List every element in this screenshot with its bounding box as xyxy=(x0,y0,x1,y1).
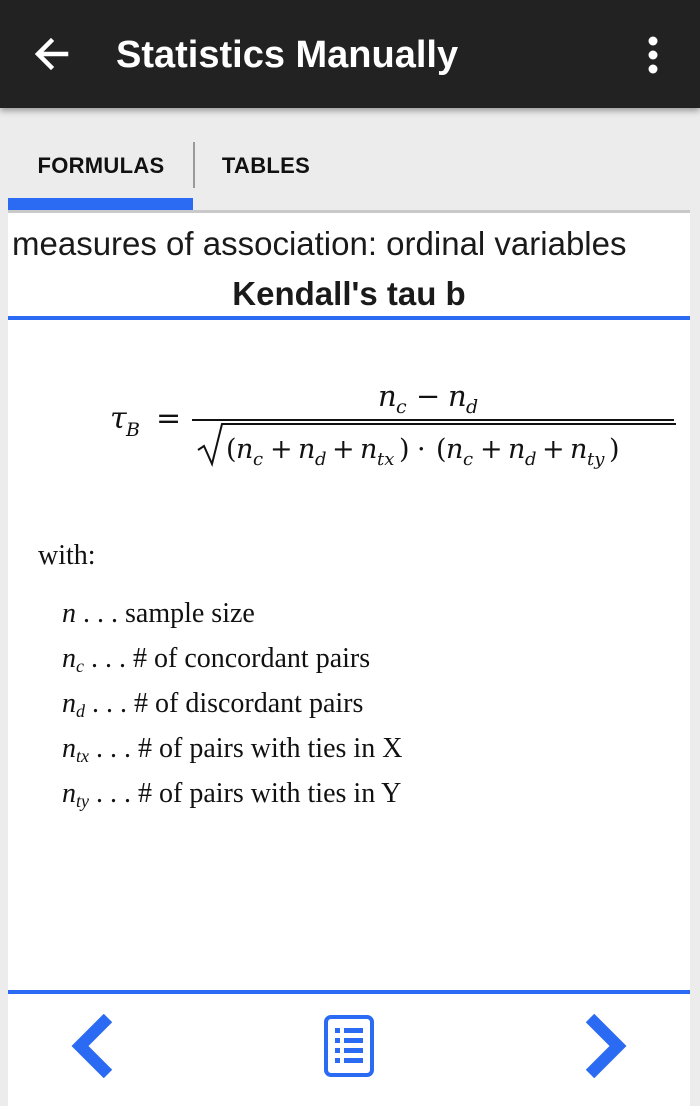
definition-subscript: ty xyxy=(76,791,89,811)
chevron-left-icon xyxy=(68,1014,118,1078)
definition-subscript: tx xyxy=(76,746,89,766)
bottom-divider xyxy=(8,990,690,994)
den1-n-tx: n xyxy=(360,434,378,465)
den1-n-d: n xyxy=(298,434,316,465)
panel-top-border xyxy=(8,210,690,213)
tab-divider xyxy=(193,142,195,188)
next-formula-button[interactable] xyxy=(570,1010,640,1082)
back-button[interactable] xyxy=(22,26,82,82)
den1-n-c: n xyxy=(236,434,254,465)
definition-symbol: n xyxy=(62,598,76,629)
definition-symbol: n xyxy=(62,733,76,764)
top-divider xyxy=(8,316,690,320)
definition-row xyxy=(62,684,662,729)
numerator-n-c: n xyxy=(378,379,397,413)
den2-sub-d: d xyxy=(525,449,537,470)
app-title: Statistics Manually xyxy=(116,34,459,76)
definition-subscript: d xyxy=(76,701,85,721)
definition-row xyxy=(62,729,662,774)
numerator-sub-d: d xyxy=(466,396,479,418)
kendall-tau-b-formula xyxy=(110,376,680,476)
topic-subtitle: measures of association: ordinal variables xyxy=(12,225,627,262)
symbol-definitions xyxy=(62,594,662,819)
lhs-symbol: τ xyxy=(110,401,127,436)
den1-sub-d: d xyxy=(315,449,327,470)
definition-symbol: n xyxy=(62,643,76,674)
numerator-n-d: n xyxy=(448,379,467,413)
den2-n-c: n xyxy=(446,434,464,465)
den1-open-paren: ( xyxy=(226,434,237,465)
definition-subscript: c xyxy=(76,656,84,676)
list-document-icon xyxy=(323,1014,375,1078)
numerator-sub-c: c xyxy=(396,396,407,418)
den1-plus-1: + xyxy=(270,434,293,465)
den1-sub-c: c xyxy=(253,449,264,470)
den2-n-ty: n xyxy=(570,434,588,465)
overflow-menu-button[interactable] xyxy=(628,30,678,80)
definition-row xyxy=(62,774,662,819)
den2-plus-2: + xyxy=(542,434,565,465)
with-label: with: xyxy=(38,540,96,571)
formula-index-button[interactable] xyxy=(314,1010,384,1082)
definition-text: . . . # of concordant pairs xyxy=(91,643,371,674)
lhs-subscript: B xyxy=(126,419,140,441)
den1-close-paren: ) xyxy=(399,434,410,465)
den1-sub-tx: tx xyxy=(377,449,395,470)
definition-text: . . . # of pairs with ties in X xyxy=(96,733,403,764)
app-bar xyxy=(0,0,700,108)
den-dot: · xyxy=(417,434,426,465)
definition-text: . . . # of discordant pairs xyxy=(92,688,364,719)
more-vert-icon xyxy=(646,35,660,75)
definition-symbol: n xyxy=(62,688,76,719)
fraction-bar xyxy=(192,419,674,421)
den2-sub-c: c xyxy=(463,449,474,470)
den2-n-d: n xyxy=(508,434,526,465)
tab-tables[interactable] xyxy=(196,146,336,216)
tab-tables-label: TABLES xyxy=(221,153,311,178)
definition-symbol: n xyxy=(62,778,76,809)
chevron-right-icon xyxy=(580,1014,630,1078)
formula-heading: Kendall's tau b xyxy=(232,275,466,312)
den2-close-paren: ) xyxy=(609,434,620,465)
definition-row xyxy=(62,639,662,684)
numerator-minus: − xyxy=(416,379,441,413)
definition-text: . . . sample size xyxy=(83,598,255,629)
den2-sub-ty: ty xyxy=(587,449,605,470)
definition-text: . . . # of pairs with ties in Y xyxy=(96,778,402,809)
equals-sign: = xyxy=(156,401,182,436)
den2-open-paren: ( xyxy=(436,434,447,465)
den1-plus-2: + xyxy=(332,434,355,465)
den2-plus-1: + xyxy=(480,434,503,465)
arrow-left-icon xyxy=(32,34,72,74)
tab-formulas-label: FORMULAS xyxy=(37,153,165,178)
definition-row xyxy=(62,594,662,639)
previous-formula-button[interactable] xyxy=(58,1010,128,1082)
